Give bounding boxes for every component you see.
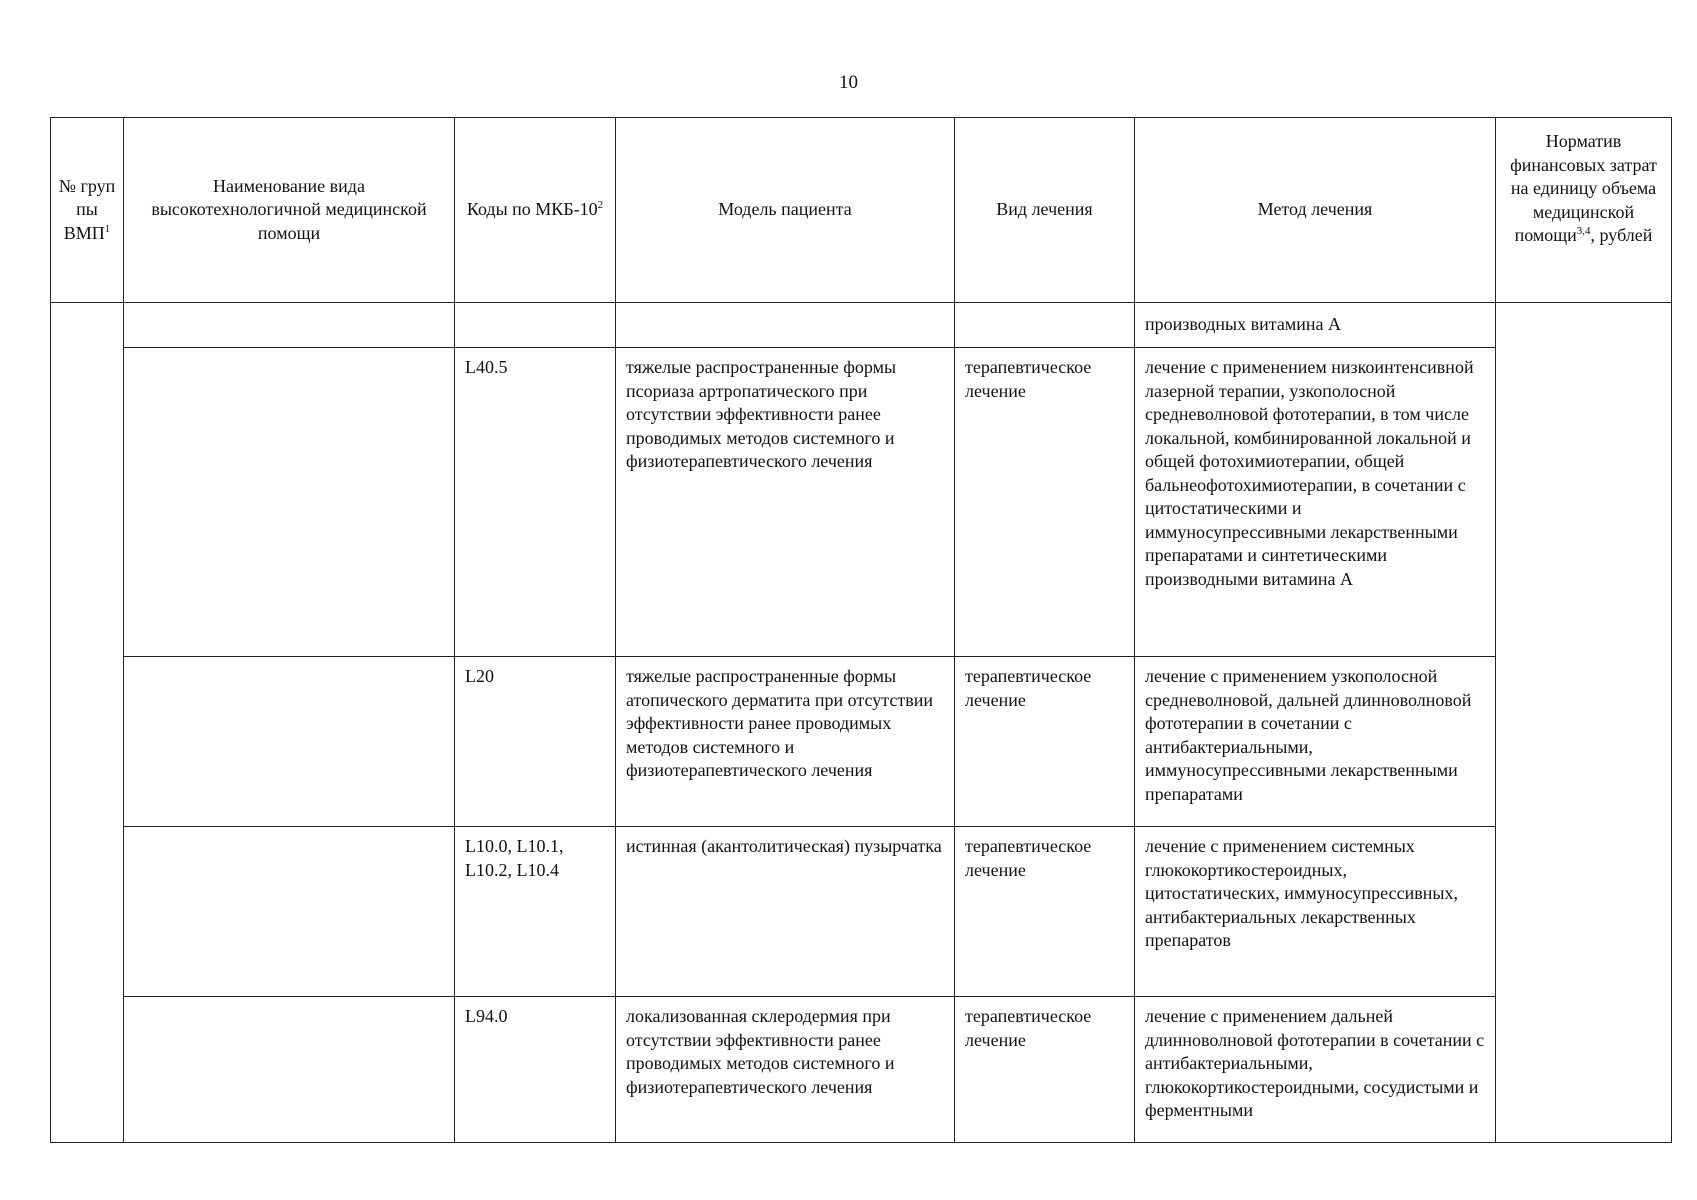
table-row <box>51 997 1672 1143</box>
cell-icd10-codes: L10.0, L10.1, L10.2, L10.4 <box>455 827 616 997</box>
cell-icd10-codes: L94.0 <box>455 997 616 1143</box>
page-number: 10 <box>839 72 858 93</box>
cell-treatment-method: лечение с применением узкополосной средневолновой, дальней длинноволновой фототерапии в сочетании с антибактериальными, иммуносупрессивными лекарственными препаратами <box>1135 657 1496 827</box>
cell-treatment-method: лечение с применением дальней длинноволновой фототерапии в сочетании с антибактериальными, глюкокортикостероидными, сосудистыми и ферментными <box>1135 997 1496 1143</box>
cell-financial-norm <box>1496 303 1672 1143</box>
cell-treatment-method: лечение с применением низкоинтенсивной лазерной терапии, узкополосной средневолновой фототерапии, в том числе локальной, комбинированной локальной и общей фотохимиотерапии, общей бальнеофотохимиотерапии, в сочетании с цитостатическими и иммуносупрессивными лекарственными препаратами и синтетическими производными витамина А <box>1135 348 1496 657</box>
cell-patient-model: истинная (акантолитическая) пузырчатка <box>616 827 955 997</box>
header-icd10-codes: Коды по МКБ-$10^2$ <box>455 118 616 303</box>
cell-treatment-type: терапевтическое лечение <box>955 997 1135 1143</box>
cell-treatment-type: терапевтическое лечение <box>955 657 1135 827</box>
cell-icd10-codes: L40.5 <box>455 348 616 657</box>
table-row <box>51 657 1672 827</box>
header-treatment-type: Вид лечения <box>955 118 1135 303</box>
table-row <box>51 303 1672 348</box>
cell-vmp-name <box>124 348 455 657</box>
cell-treatment-type <box>955 303 1135 348</box>
header-treatment-method: Метод лечения <box>1135 118 1496 303</box>
cell-group-number <box>51 303 124 1143</box>
header-financial-norm: Норматив финансовых затрат на единицу объема медицинской помощи$^{3,4}$, рублей <box>1496 118 1672 303</box>
header-vmp-name: Наименование вида высокотехнологичной медицинской помощи <box>124 118 455 303</box>
cell-vmp-name <box>124 827 455 997</box>
table-row <box>51 348 1672 657</box>
cell-icd10-codes: L20 <box>455 657 616 827</box>
vmp-table <box>50 117 1672 1143</box>
table-header-row <box>51 118 1672 303</box>
header-patient-model: Модель пациента <box>616 118 955 303</box>
cell-vmp-name <box>124 657 455 827</box>
cell-patient-model: локализованная склеродермия при отсутствии эффективности ранее проводимых методов системного и физиотерапевтического лечения <box>616 997 955 1143</box>
cell-vmp-name <box>124 303 455 348</box>
table-row <box>51 827 1672 997</box>
cell-vmp-name <box>124 997 455 1143</box>
cell-treatment-type: терапевтическое лечение <box>955 827 1135 997</box>
header-group-number: № груп пы ВМП$^1$ <box>51 118 124 303</box>
cell-patient-model <box>616 303 955 348</box>
cell-treatment-type: терапевтическое лечение <box>955 348 1135 657</box>
cell-treatment-method: производных витамина А <box>1135 303 1496 348</box>
cell-patient-model: тяжелые распространенные формы атопического дерматита при отсутствии эффективности ранее проводимых методов системного и физиотерапевтического лечения <box>616 657 955 827</box>
cell-icd10-codes <box>455 303 616 348</box>
cell-patient-model: тяжелые распространенные формы псориаза артропатического при отсутствии эффективности ранее проводимых методов системного и физиотерапевтического лечения <box>616 348 955 657</box>
cell-treatment-method: лечение с применением системных глюкокортикостероидных, цитостатических, иммуносупрессивных, антибактериальных лекарственных препаратов <box>1135 827 1496 997</box>
